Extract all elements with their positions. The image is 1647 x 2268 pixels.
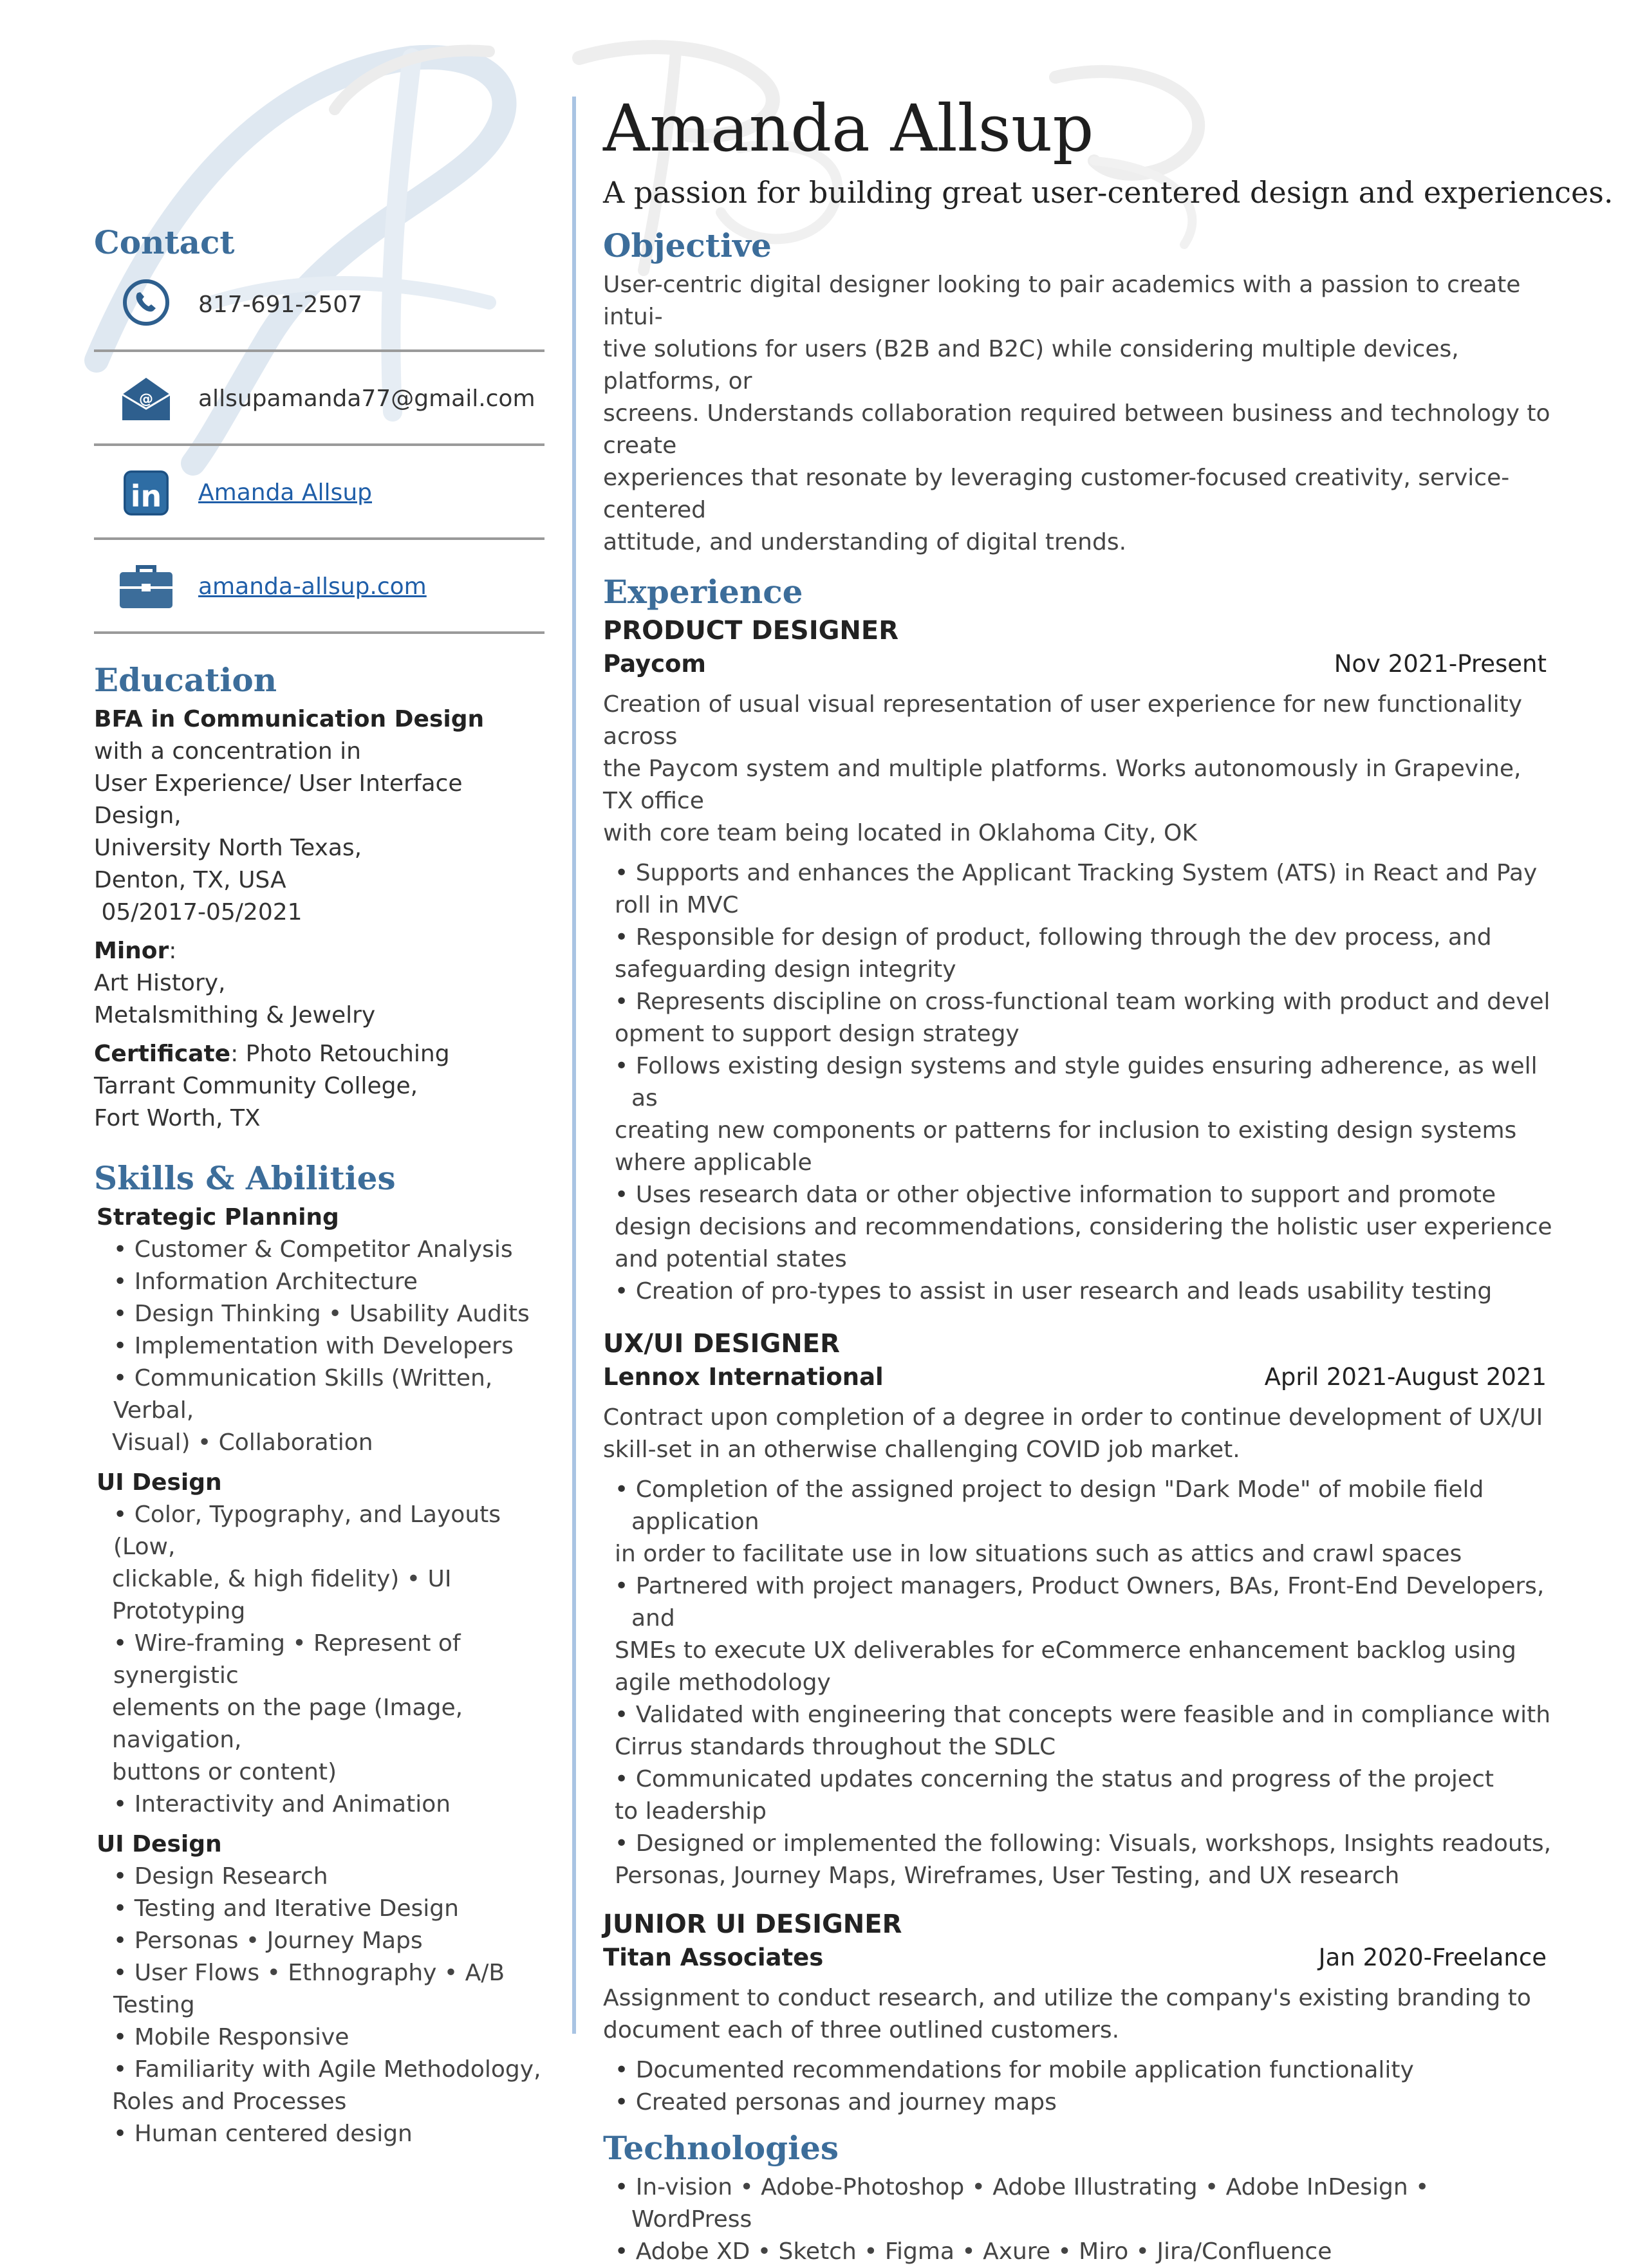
job-bullet: • Represents discipline on cross-functional team working with product and devel opment to support design strategy <box>615 989 1550 1047</box>
contact-linkedin-row <box>94 446 544 540</box>
skills-group-title: Strategic Planning <box>97 1204 339 1231</box>
linkedin-link[interactable]: Amanda Allsup <box>198 479 372 506</box>
job-bullet: • Partnered with project managers, Product Owners, BAs, Front-End Developers, and SMEs to execute UX deliverables for eCommerce enhancement backlog using agile methodology <box>615 1573 1545 1696</box>
contact-heading: Contact <box>94 223 235 261</box>
job-bullet: • Uses research data or other objective information to support and promote design decisions and recommendations, considering the holistic user experience and potential states <box>615 1182 1552 1272</box>
skill-item: • Personas • Journey Maps <box>113 1928 423 1954</box>
certificate-line: Tarrant Community College, <box>94 1073 418 1099</box>
job-title: UX/UI DESIGNER <box>603 1329 840 1359</box>
skill-item: • Information Architecture <box>113 1269 418 1295</box>
skill-item: • Design Research <box>113 1863 328 1890</box>
skills-group <box>94 1467 544 1821</box>
sidebar <box>94 222 544 2150</box>
job-bullet: • Completion of the assigned project to design "Dark Mode" of mobile field application in order to facilitate use in low situations such as attics and crawl spaces <box>615 1476 1484 1567</box>
objective-text <box>603 269 1556 559</box>
skill-item: elements on the page (Image, navigation, <box>112 1695 463 1753</box>
skill-item: • Customer & Competitor Analysis <box>113 1236 513 1263</box>
contact-email-row <box>94 352 544 446</box>
skill-item: • Design Thinking • Usability Audits <box>113 1301 530 1327</box>
minor-line: Metalsmithing & Jewelry <box>94 1002 376 1028</box>
education-dates: 05/2017-05/2021 <box>94 899 302 925</box>
skill-item: • Interactivity and Animation <box>113 1791 451 1817</box>
minor-colon: : <box>169 938 177 964</box>
skills-groups <box>94 1202 544 2150</box>
job-bullet: • Supports and enhances the Applicant Tracking System (ATS) in React and Pay roll in MVC <box>615 860 1538 918</box>
main-column <box>603 90 1614 2268</box>
objective-line: User-centric digital designer looking to pair academics with a passion to create intui- <box>603 272 1521 330</box>
job-bullet: • Designed or implemented the following: Visuals, workshops, Insights readouts, Personas, Journey Maps, Wireframes, User Testing, and UX research <box>615 1830 1552 1889</box>
skill-item: • Color, Typography, and Layouts (Low, <box>113 1501 501 1560</box>
skill-item: • Implementation with Developers <box>113 1333 514 1359</box>
company-name: Paycom <box>603 650 706 678</box>
certificate-label: Certificate <box>94 1041 231 1067</box>
job-bullet: • Validated with engineering that concepts were feasible and in compliance with Cirrus standards throughout the SDLC <box>615 1702 1551 1760</box>
skill-item: • Wire-framing • Represent of synergistic <box>113 1630 461 1689</box>
job-summary <box>603 1982 1556 2047</box>
certificate-block <box>94 1038 544 1135</box>
contact-website-row <box>94 540 544 634</box>
job-bullet: • Created personas and journey maps <box>615 2089 1057 2115</box>
job-dates: Jan 2020-Freelance <box>1318 1944 1547 1971</box>
education-line: User Experience/ User Interface Design, <box>94 770 463 829</box>
svg-text:@: @ <box>139 391 153 407</box>
job-title: PRODUCT DESIGNER <box>603 616 899 646</box>
objective-heading: Objective <box>603 227 772 265</box>
applicant-name: Amanda Allsup <box>603 91 1094 166</box>
job-summary-line: with core team being located in Oklahoma City, OK <box>603 820 1197 846</box>
technologies-heading: Technologies <box>603 2129 839 2167</box>
skill-item: • Human centered design <box>113 2121 413 2147</box>
education-line: University North Texas, <box>94 835 362 861</box>
certificate-line: Fort Worth, TX <box>94 1105 261 1131</box>
job-summary-line: Contract upon completion of a degree in order to continue development of UX/UI <box>603 1404 1543 1431</box>
email-icon <box>118 375 174 423</box>
objective-line: screens. Understands collaboration required between business and technology to create <box>603 400 1550 459</box>
job-company-row <box>603 647 1556 681</box>
tagline: A passion for building great user-centered design and experiences. <box>603 175 1614 210</box>
job-summary-line: document each of three outlined customers. <box>603 2017 1120 2043</box>
skill-item: • Familiarity with Agile Methodology, <box>113 2056 541 2083</box>
skill-item: • Mobile Responsive <box>113 2024 349 2050</box>
job-summary-line: Creation of usual visual representation of user experience for new functionality across <box>603 691 1523 750</box>
job-summary <box>603 689 1556 850</box>
technologies-line: • In-vision • Adobe-Photoshop • Adobe Illustrating • Adobe InDesign • WordPress <box>615 2174 1429 2233</box>
skill-item: • Testing and Iterative Design <box>113 1895 459 1922</box>
skill-item: Visual) • Collaboration <box>112 1429 373 1456</box>
education-line: with a concentration in <box>94 738 361 765</box>
email-address: allsupamanda77@gmail.com <box>198 386 535 412</box>
job-bullet: • Responsible for design of product, following through the dev process, and safeguarding design integrity <box>615 924 1492 983</box>
education-heading: Education <box>94 661 277 699</box>
job-entry <box>603 1908 1556 2119</box>
job-bullet: • Follows existing design systems and style guides ensuring adherence, as well as creating new components or patterns for inclusion to existing design systems where applicable <box>615 1053 1538 1176</box>
minor-block <box>94 935 544 1032</box>
objective-line: experiences that resonate by leveraging customer-focused creativity, service-centered <box>603 465 1510 523</box>
skill-item: buttons or content) <box>112 1759 337 1785</box>
technologies-list <box>603 2171 1556 2268</box>
linkedin-icon[interactable] <box>118 469 174 517</box>
contact-list <box>94 267 544 634</box>
briefcase-icon <box>118 563 174 611</box>
column-divider <box>572 97 576 2034</box>
svg-text:in: in <box>130 479 162 514</box>
objective-line: tive solutions for users (B2B and B2C) while considering multiple devices, platforms, or <box>603 336 1459 395</box>
minor-line: Art History, <box>94 970 226 996</box>
job-title: JUNIOR UI DESIGNER <box>603 1910 902 1939</box>
job-bullets <box>603 857 1556 1308</box>
technologies-line: • Adobe XD • Sketch • Figma • Axure • Miro • Jira/Confluence <box>615 2238 1332 2265</box>
job-summary-line: the Paycom system and multiple platforms. Works autonomously in Grapevine, TX office <box>603 756 1521 814</box>
job-company-row <box>603 1361 1556 1394</box>
phone-number: 817-691-2507 <box>198 292 363 318</box>
job-company-row <box>603 1941 1556 1975</box>
website-link[interactable]: amanda-allsup.com <box>198 573 427 600</box>
job-dates: April 2021-August 2021 <box>1264 1363 1547 1391</box>
job-bullet: • Communicated updates concerning the status and progress of the project to leadership <box>615 1766 1494 1825</box>
phone-icon <box>118 279 174 326</box>
objective-line: attitude, and understanding of digital trends. <box>603 529 1127 555</box>
job-entry <box>603 614 1556 1308</box>
skill-item: • User Flows • Ethnography • A/B Testing <box>113 1960 505 2018</box>
degree: BFA in Communication Design <box>94 706 485 732</box>
education-block <box>94 703 544 929</box>
job-summary <box>603 1402 1556 1466</box>
skills-group <box>94 1202 544 1459</box>
job-bullets <box>603 2054 1556 2119</box>
skill-item: • Communication Skills (Written, Verbal, <box>113 1365 493 1424</box>
job-entry <box>603 1327 1556 1892</box>
job-bullet: • Documented recommendations for mobile application functionality <box>615 2057 1414 2083</box>
minor-label: Minor <box>94 938 169 964</box>
contact-phone-row <box>94 267 544 352</box>
skill-item: Roles and Processes <box>112 2088 347 2115</box>
job-bullet: • Creation of pro-types to assist in user research and leads usability testing <box>615 1278 1493 1305</box>
job-summary-line: skill-set in an otherwise challenging COVID job market. <box>603 1436 1240 1463</box>
skills-group-title: UI Design <box>97 1831 222 1857</box>
company-name: Lennox International <box>603 1363 884 1391</box>
experience-list <box>603 614 1556 2119</box>
company-name: Titan Associates <box>603 1944 824 1971</box>
job-summary-line: Assignment to conduct research, and utilize the company's existing branding to <box>603 1985 1531 2011</box>
skills-group-title: UI Design <box>97 1469 222 1496</box>
education-line: Denton, TX, USA <box>94 867 286 893</box>
skills-group <box>94 1828 544 2150</box>
skills-heading: Skills & Abilities <box>94 1159 396 1197</box>
experience-heading: Experience <box>603 573 803 611</box>
skill-item: clickable, & high fidelity) • UI Prototyping <box>112 1566 452 1624</box>
job-bullets <box>603 1474 1556 1892</box>
job-dates: Nov 2021-Present <box>1334 650 1547 678</box>
certificate-value: : Photo Retouching <box>230 1041 450 1067</box>
